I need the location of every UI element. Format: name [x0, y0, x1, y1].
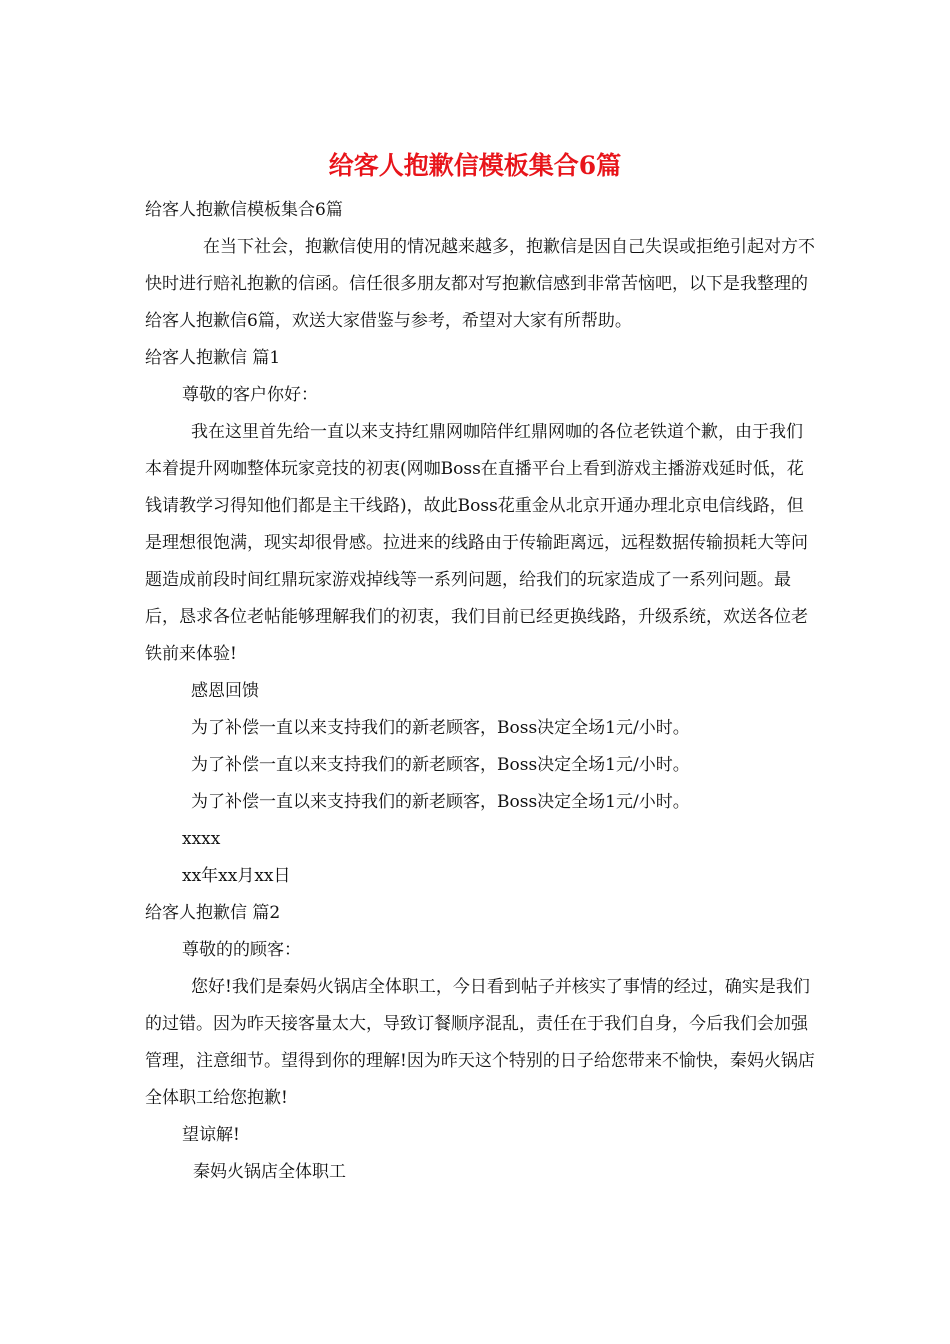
document-subtitle: 给客人抱歉信模板集合6篇 — [145, 200, 343, 220]
letter-2-closing: 望谅解! — [182, 1125, 240, 1145]
letter-1-body: 我在这里首先给一直以来支持红鼎网咖陪伴红鼎网咖的各位老铁道个歉，由于我们本着提升网咖整体玩家竞技的初衷(网咖Boss在直播平台上看到游戏主播游戏延时低，花钱请教学习得知他们都是主干线路)，故此Boss花重金从北京开通办理北京电信线路，但是理想很饱满，现实却很骨感。拉进来的线路由于传输距离远，远程数据传输损耗大等问题造成前段时间红鼎玩家游戏掉线等一系列问题，给我们的玩家造成了一系列问题。最后，恳求各位老帖能够理解我们的初衷，我们目前已经更换线路，升级系统，欢送各位老铁前来体验! — [145, 422, 808, 664]
intro-paragraph: 在当下社会，抱歉信使用的情况越来越多，抱歉信是因自己失误或拒绝引起对方不快时进行赔礼抱歉的信函。信任很多朋友都对写抱歉信感到非常苦恼吧，以下是我整理的给客人抱歉信6篇，欢送大家借鉴与参考，希望对大家有所帮助。 — [145, 237, 815, 331]
letter-1-salutation: 尊敬的客户你好： — [182, 385, 318, 405]
letter-1-signature: xxxx — [182, 829, 221, 849]
letter-1-thanks: 感恩回馈 — [191, 681, 259, 701]
letter-1-offer-1: 为了补偿一直以来支持我们的新老顾客，Boss决定全场1元/小时。 — [191, 718, 690, 738]
letter-1-offer-2: 为了补偿一直以来支持我们的新老顾客，Boss决定全场1元/小时。 — [191, 755, 690, 775]
letter-1-date: xx年xx月xx日 — [182, 866, 291, 886]
letter-2-salutation: 尊敬的的顾客： — [182, 940, 301, 960]
document-title: 给客人抱歉信模板集合6篇 — [328, 151, 622, 180]
document-body — [145, 192, 815, 1191]
letter-2-heading: 给客人抱歉信 篇2 — [145, 903, 281, 923]
letter-2-signature: 秦妈火锅店全体职工 — [193, 1162, 346, 1182]
letter-1-offer-3: 为了补偿一直以来支持我们的新老顾客，Boss决定全场1元/小时。 — [191, 792, 690, 812]
letter-1-heading: 给客人抱歉信 篇1 — [145, 348, 281, 368]
letter-2-body: 您好!我们是秦妈火锅店全体职工，今日看到帖子并核实了事情的经过，确实是我们的过错。因为昨天接客量太大，导致订餐顺序混乱，责任在于我们自身，今后我们会加强管理，注意细节。望得到你的理解!因为昨天这个特别的日子给您带来不愉快，秦妈火锅店全体职工给您抱歉! — [145, 977, 815, 1108]
